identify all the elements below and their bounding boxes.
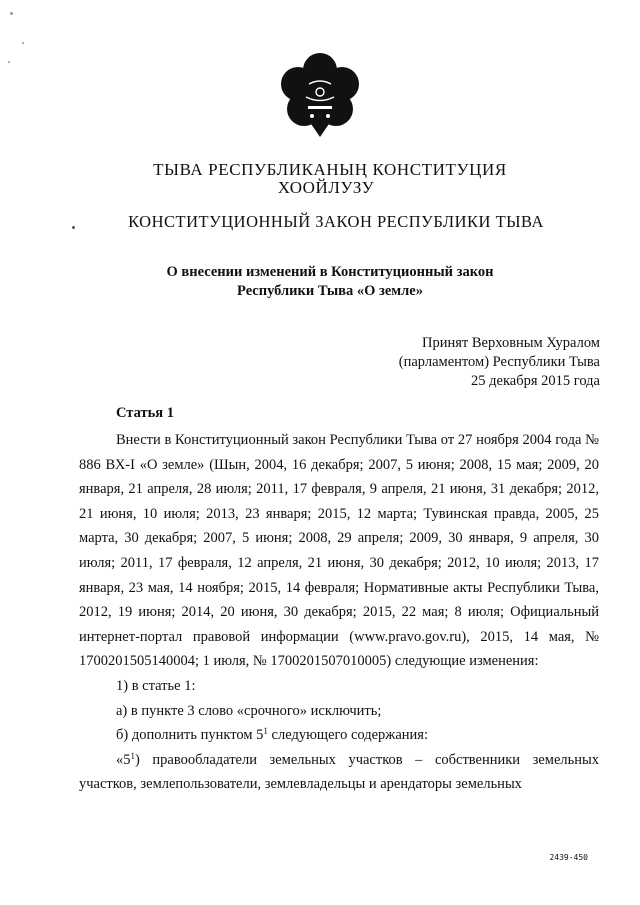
item-b-tail: следующего содержания: [267, 727, 428, 744]
scan-speck [22, 42, 24, 44]
adoption-block [399, 334, 600, 391]
item-b [79, 723, 599, 748]
item-a: а) в пункте 3 слово «срочного» исключить; [116, 702, 382, 719]
adoption-date: 25 декабря 2015 года [471, 373, 600, 389]
quote-text: ) правообладатели земельных участков – собственники земельных участков, землепользователи, землевладельцы и арендаторы земельных [79, 751, 599, 793]
article-body [79, 428, 599, 797]
law-title-line1: О внесении изменений в Конституционный закон [166, 264, 494, 280]
law-title-line2: Республики Тыва «О земле» [237, 283, 423, 299]
item-1: 1) в статье 1: [116, 677, 196, 694]
intro-paragraph: Внести в Конституционный закон Республики Тыва от 27 ноября 2004 года № 886 ВХ-I «О земле» (Шын, 2004, 16 декабря; 2007, 5 июня; 2008, 15 мая; 2009, 20 января, 21 апреля, 28 июля; 2011, 17 февраля, 9 апреля, 21 июня, 31 декабря; 2012, 21 июня, 10 июля; 2013, 23 января; 2015, 12 марта; Тувинская правда, 2005, 25 марта, 30 декабря; 2007, 5 июня; 2008, 29 апреля; 2009, 30 января, 9 апреля, 30 июля; 2011, 17 февраля, 12 апреля, 21 июня, 30 декабря; 2012, 10 июля; 2013, 17 января, 23 мая, 14 ноября; 2015, 14 февраля; Нормативные акты Республики Тыва, 2012, 19 июня; 2014, 20 июня, 30 декабря; 2015, 22 мая; 8 июля; Официальный интернет-портал правовой информации (www.pravo.gov.ru), 2015, 14 мая, № 1700201505140004; 1 июля, № 1700201507010005) следующие изменения: [79, 432, 599, 670]
tuvan-header-line1: ТЫВА РЕСПУБЛИКАНЫҢ КОНСТИТУЦИЯ [153, 160, 507, 179]
tuvan-header-line2: ХООЙЛУЗУ [277, 178, 375, 197]
russian-header: КОНСТИТУЦИОННЫЙ ЗАКОН РЕСПУБЛИКИ ТЫВА [128, 212, 544, 231]
emblem-icon [279, 52, 361, 138]
item-b-text: б) дополнить пунктом 5 [116, 727, 264, 744]
quoted-paragraph [79, 748, 599, 797]
document-code: 2439-450 [549, 853, 588, 862]
quote-superscript: 1 [130, 750, 135, 761]
scan-speck [10, 12, 13, 15]
adoption-line2: (парламентом) Республики Тыва [398, 354, 600, 370]
scan-speck [8, 61, 10, 63]
item-b-superscript: 1 [263, 726, 268, 737]
article-heading: Статья 1 [116, 405, 174, 421]
adoption-line1: Принят Верховным Хуралом [422, 335, 600, 351]
quote-start: «5 [116, 751, 131, 768]
